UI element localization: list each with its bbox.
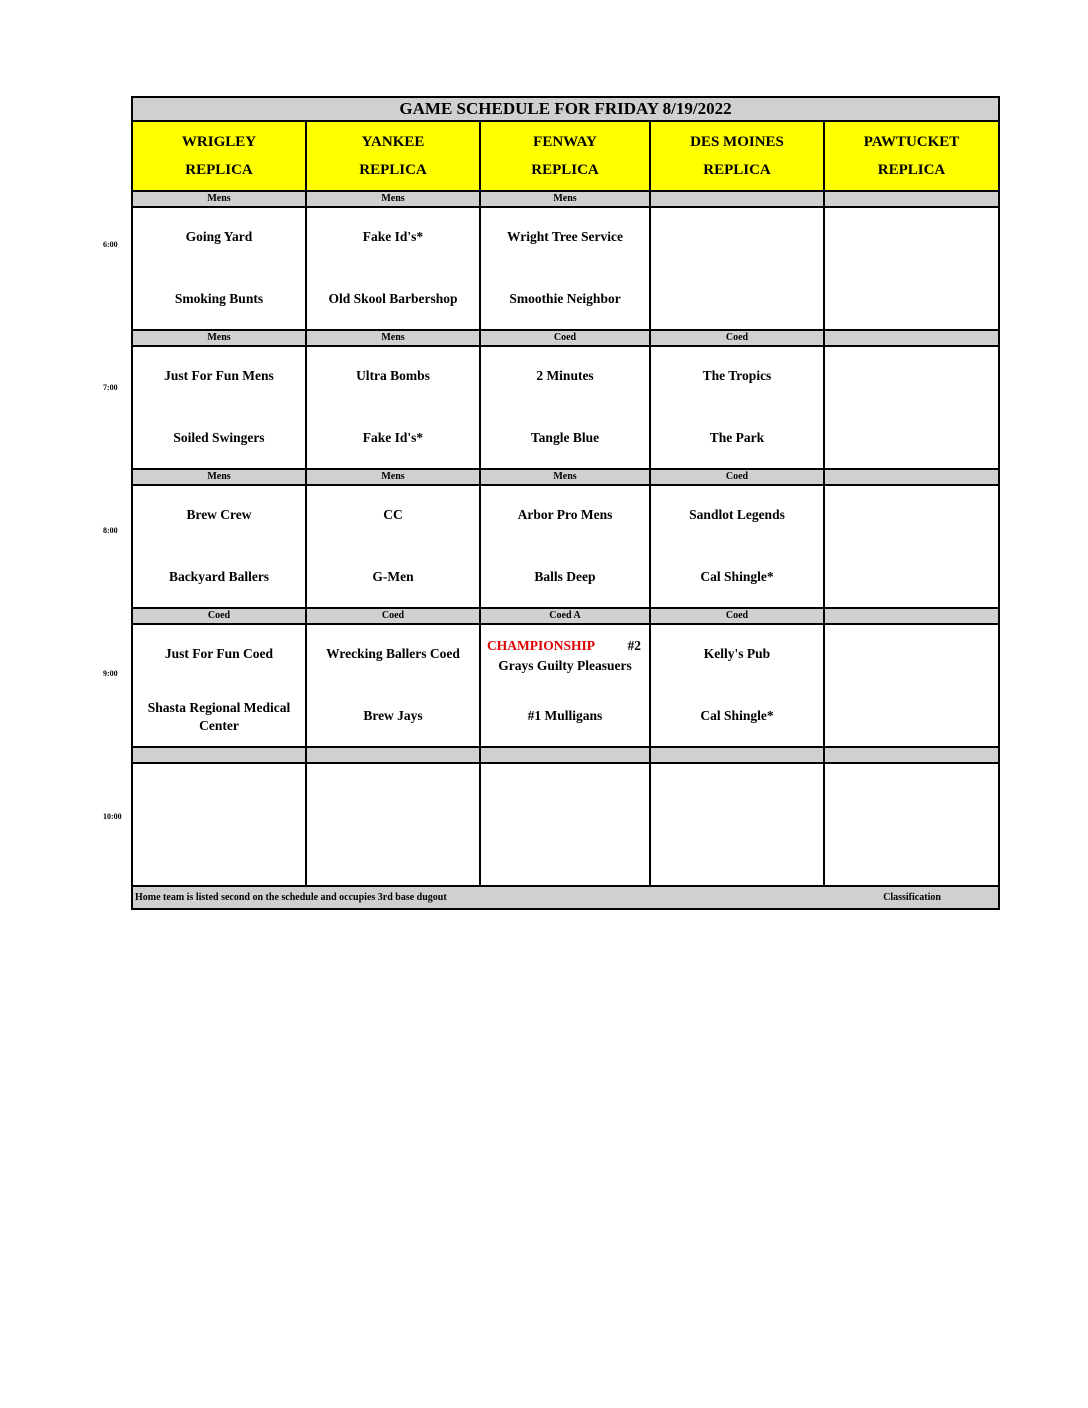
field-sub: REPLICA	[185, 162, 253, 178]
game-cell	[132, 207, 306, 330]
game-cell	[824, 763, 999, 886]
game-cell	[306, 763, 480, 886]
game-cell	[824, 346, 999, 469]
time-label-9: 9:00	[103, 669, 118, 678]
class-label	[306, 747, 480, 763]
game-cell	[480, 346, 650, 469]
game-cell	[650, 207, 824, 330]
away-team: Fake Id's*	[362, 229, 424, 244]
game-cell	[650, 763, 824, 886]
class-label	[824, 608, 999, 624]
away-team: 2 Minutes	[536, 368, 594, 383]
class-label	[650, 191, 824, 207]
game-cell	[306, 207, 480, 330]
home-team: Cal Shingle*	[700, 708, 774, 723]
game-cell	[132, 346, 306, 469]
home-team: The Park	[709, 430, 765, 445]
time-label-10: 10:00	[103, 812, 122, 821]
class-label: Mens	[306, 191, 480, 207]
home-team: G-Men	[372, 569, 414, 584]
class-label: Coed	[650, 469, 824, 485]
game-cell	[650, 485, 824, 608]
class-label	[824, 469, 999, 485]
away-team: CC	[383, 507, 403, 522]
class-label: Coed	[480, 330, 650, 346]
away-team: Sandlot Legends	[689, 507, 785, 522]
home-team: #1 Mulligans	[527, 708, 603, 723]
footer-row	[132, 886, 999, 909]
championship-game-cell	[480, 624, 650, 747]
time-label-6: 6:00	[103, 240, 118, 249]
class-label	[480, 747, 650, 763]
field-name: WRIGLEY	[181, 134, 257, 150]
field-sub: REPLICA	[703, 162, 771, 178]
class-label: Mens	[132, 330, 306, 346]
class-label	[824, 747, 999, 763]
time-label-8: 8:00	[103, 526, 118, 535]
away-team: Going Yard	[185, 229, 253, 244]
game-cell	[824, 207, 999, 330]
away-team: Arbor Pro Mens	[517, 507, 613, 522]
away-team: Just For Fun Coed	[164, 646, 274, 661]
home-team: Cal Shingle*	[700, 569, 774, 584]
seed-label: #2	[627, 638, 641, 653]
field-sub: REPLICA	[359, 162, 427, 178]
game-cell	[650, 346, 824, 469]
class-label	[824, 330, 999, 346]
away-team: Wrecking Ballers Coed	[326, 646, 460, 661]
game-cell	[132, 763, 306, 886]
class-label	[824, 191, 999, 207]
field-name: FENWAY	[533, 134, 597, 150]
footer-classification: Classification	[883, 892, 941, 903]
footer-note: Home team is listed second on the schedule and occupies 3rd base dugout	[135, 892, 447, 903]
time-label-7: 7:00	[103, 383, 118, 392]
class-label: Coed	[306, 608, 480, 624]
away-team: Just For Fun Mens	[164, 368, 274, 383]
field-sub: REPLICA	[877, 162, 946, 178]
class-label: Mens	[132, 191, 306, 207]
home-team: Shasta Regional Medical Center	[147, 700, 291, 733]
class-label: Mens	[132, 469, 306, 485]
away-team: Ultra Bombs	[356, 368, 430, 383]
field-name: PAWTUCKET	[863, 134, 960, 150]
game-cell	[824, 485, 999, 608]
championship-header	[487, 637, 641, 655]
home-team: Backyard Ballers	[168, 569, 270, 584]
game-cell	[650, 624, 824, 747]
home-team: Balls Deep	[534, 569, 596, 584]
away-team: Wright Tree Service	[507, 229, 623, 244]
away-team: Grays Guilty Pleasuers	[498, 658, 632, 673]
home-team: Smoking Bunts	[174, 291, 264, 306]
home-team: Fake Id's*	[362, 430, 424, 445]
game-cell	[480, 485, 650, 608]
home-team: Old Skool Barbershop	[328, 291, 458, 306]
game-cell	[306, 346, 480, 469]
game-cell	[306, 624, 480, 747]
away-team: Brew Crew	[186, 507, 252, 522]
class-label: Coed	[132, 608, 306, 624]
game-cell	[132, 485, 306, 608]
class-label	[650, 747, 824, 763]
field-header-wrigley	[132, 121, 306, 191]
class-label	[132, 747, 306, 763]
home-team: Soiled Swingers	[173, 430, 265, 445]
home-team: Smoothie Neighbor	[509, 291, 621, 306]
class-label: Mens	[306, 469, 480, 485]
field-name: YANKEE	[361, 134, 425, 150]
schedule-title: GAME SCHEDULE FOR FRIDAY 8/19/2022	[132, 97, 999, 121]
class-label: Coed A	[480, 608, 650, 624]
game-cell	[480, 763, 650, 886]
away-team: The Tropics	[702, 368, 772, 383]
field-header-fenway	[480, 121, 650, 191]
schedule-table	[131, 96, 1000, 910]
championship-label: CHAMPIONSHIP	[487, 638, 595, 653]
class-label: Coed	[650, 330, 824, 346]
class-label: Coed	[650, 608, 824, 624]
home-team: Tangle Blue	[530, 430, 600, 445]
class-label: Mens	[306, 330, 480, 346]
game-cell	[480, 207, 650, 330]
field-header-des-moines	[650, 121, 824, 191]
field-sub: REPLICA	[531, 162, 599, 178]
home-team: Brew Jays	[363, 708, 423, 723]
game-cell	[132, 624, 306, 747]
away-team: Kelly's Pub	[703, 646, 771, 661]
field-header-yankee	[306, 121, 480, 191]
class-label: Mens	[480, 191, 650, 207]
game-cell	[306, 485, 480, 608]
class-label: Mens	[480, 469, 650, 485]
field-header-pawtucket	[824, 121, 999, 191]
field-name: DES MOINES	[690, 134, 784, 150]
game-cell	[824, 624, 999, 747]
